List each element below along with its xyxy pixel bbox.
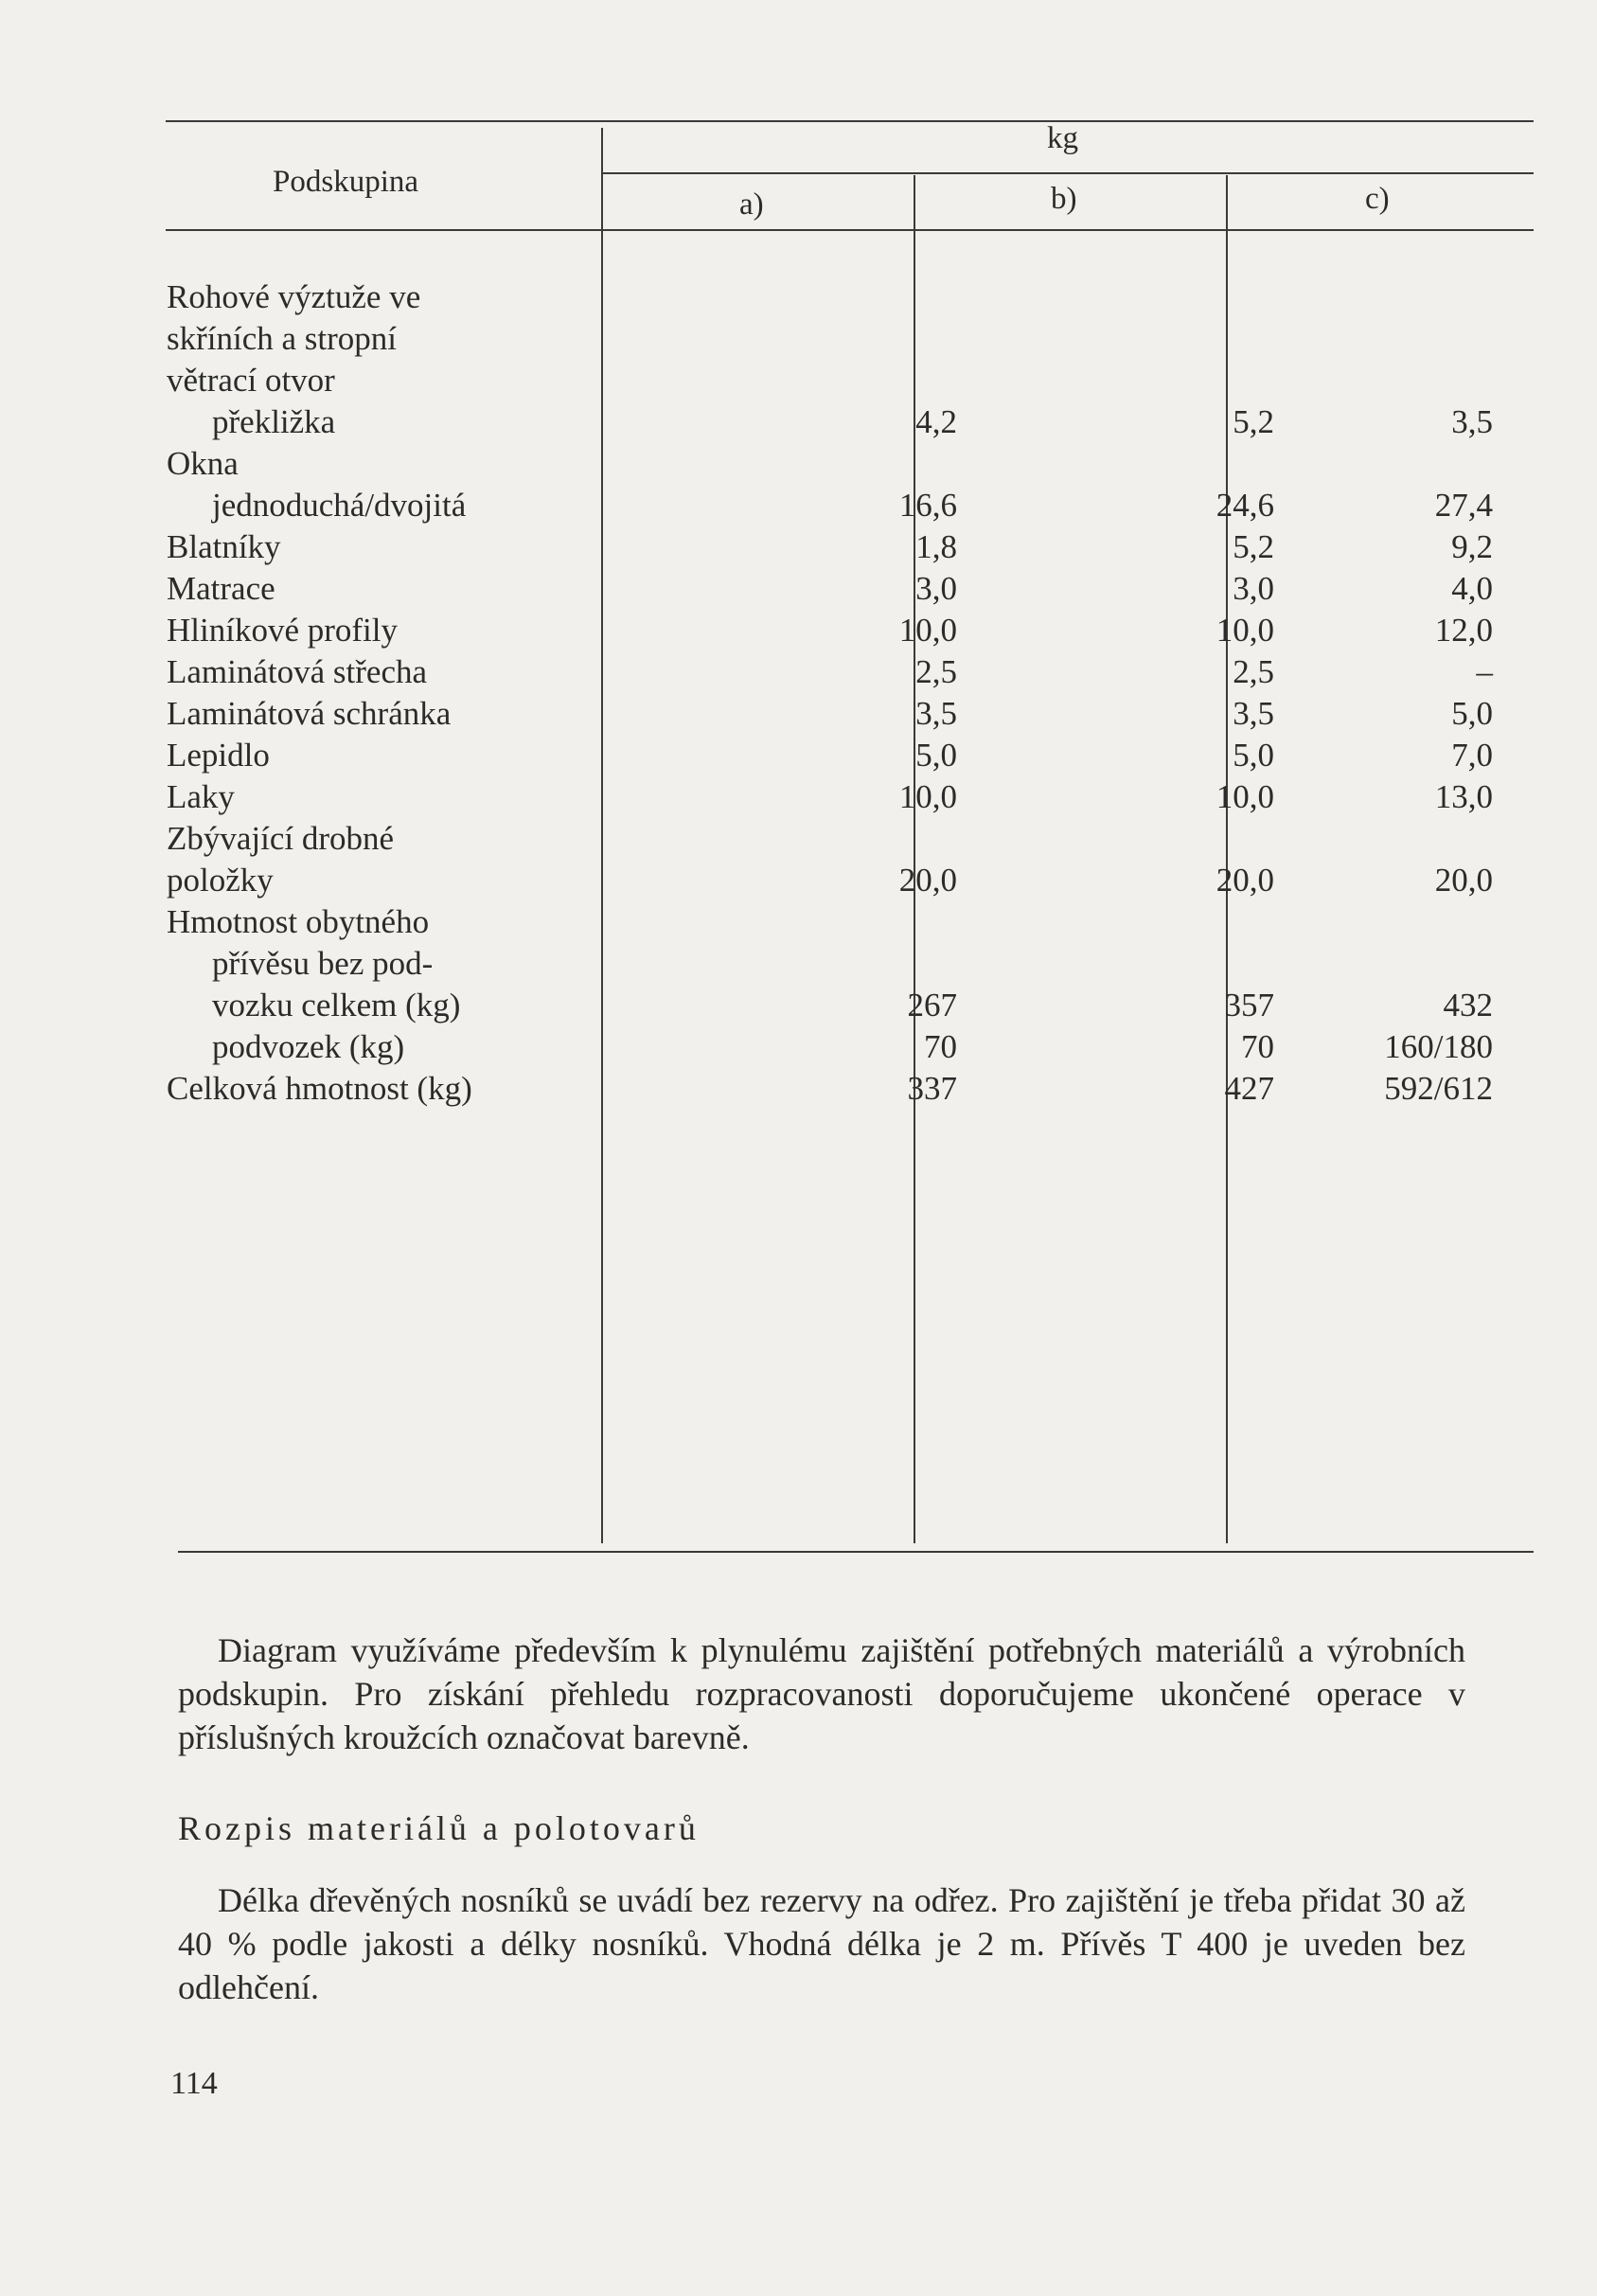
- row-label: [167, 735, 583, 776]
- row-label-line: Hliníkové profily: [167, 612, 398, 649]
- cell-a: 267: [907, 987, 957, 1023]
- table-row: [167, 693, 1492, 735]
- header-unit-kg: kg: [1047, 121, 1078, 155]
- cell-c: 4,0: [1451, 570, 1493, 607]
- cell-c: 5,0: [1451, 695, 1493, 732]
- cell-c: 7,0: [1451, 737, 1493, 774]
- row-label: [167, 818, 583, 901]
- table-row: [167, 526, 1492, 568]
- unit-underline: [601, 172, 1534, 174]
- table-row: [167, 568, 1492, 610]
- table-bottom-rule: [178, 1551, 1534, 1553]
- table-row: [167, 651, 1492, 693]
- header-col-c: c): [1365, 182, 1390, 216]
- row-label-line: Rohové výztuže ve: [167, 278, 421, 315]
- cell-c: 592/612: [1384, 1070, 1493, 1107]
- cell-a: 1,8: [915, 528, 957, 565]
- table-row: [167, 901, 1492, 1026]
- table-row: [167, 818, 1492, 901]
- table-row: [167, 735, 1492, 776]
- cell-c: 160/180: [1384, 1028, 1493, 1065]
- row-label: [167, 610, 583, 651]
- cell-a: 2,5: [915, 653, 957, 690]
- cell-c: 12,0: [1434, 612, 1493, 649]
- cell-c: 9,2: [1451, 528, 1493, 565]
- paragraph-diagram: [178, 1629, 1465, 1759]
- table-row: [167, 443, 1492, 526]
- cell-b: 20,0: [1215, 862, 1274, 899]
- paragraph-beams-text: Délka dřevěných nosníků se uvádí bez rezervy na odřez. Pro zajištění je třeba přidat 30 až 40 % podle jakosti a délky nosníků. Vhodná délka je 2 m. Přívěs T 400 je uveden bez odlehčení.: [178, 1881, 1465, 2006]
- cell-a: 70: [924, 1028, 957, 1065]
- row-label: [167, 568, 583, 610]
- row-label-line: překližka: [212, 403, 336, 440]
- row-label-line: položky: [167, 862, 274, 899]
- row-label-line: Celková hmotnost (kg): [167, 1070, 472, 1107]
- row-label-line: podvozek (kg): [212, 1028, 405, 1065]
- cell-a: 10,0: [898, 778, 957, 815]
- cell-b: 5,0: [1233, 737, 1274, 774]
- cell-a: 3,5: [915, 695, 957, 732]
- cell-b: 357: [1224, 987, 1274, 1023]
- row-label-line: větrací otvor: [167, 362, 335, 399]
- row-label: [167, 651, 583, 693]
- row-label-line: Laky: [167, 778, 235, 815]
- row-label-line: Blatníky: [167, 528, 281, 565]
- cell-b: 2,5: [1233, 653, 1274, 690]
- cell-b: 70: [1241, 1028, 1274, 1065]
- cell-a: 4,2: [915, 403, 957, 440]
- cell-b: 3,0: [1233, 570, 1274, 607]
- row-label: [167, 693, 583, 735]
- row-label-line: Matrace: [167, 570, 275, 607]
- paragraph-diagram-text: Diagram využíváme především k plynulému zajištění potřebných materiálů a výrobních podskupin. Pro získání přehledu rozpracovanosti doporučujeme ukončené operace v příslušných kroužcích označovat barevně.: [178, 1631, 1465, 1756]
- row-label-line: skříních a stropní: [167, 320, 398, 357]
- row-label: [167, 443, 583, 526]
- header-col-a: a): [739, 187, 764, 222]
- row-label-line: přívěsu bez pod-: [212, 945, 434, 982]
- header-col-b: b): [1051, 182, 1077, 216]
- row-label-line: Okna: [167, 445, 239, 482]
- cell-c: 27,4: [1434, 487, 1493, 524]
- row-label-line: Lepidlo: [167, 737, 270, 774]
- row-label-line: Hmotnost obytného: [167, 903, 430, 940]
- cell-a: 16,6: [898, 487, 957, 524]
- paragraph-beams: [178, 1878, 1465, 2009]
- row-label-line: Laminátová schránka: [167, 695, 452, 732]
- cell-c: 20,0: [1434, 862, 1493, 899]
- cell-a: 3,0: [915, 570, 957, 607]
- section-heading: Rozpis materiálů a polotovarů: [178, 1809, 700, 1847]
- cell-b: 5,2: [1233, 528, 1274, 565]
- cell-b: 5,2: [1233, 403, 1274, 440]
- cell-c: –: [1476, 653, 1493, 690]
- cell-b: 10,0: [1215, 778, 1274, 815]
- cell-c: 3,5: [1451, 403, 1493, 440]
- table-top-rule: [166, 120, 1534, 122]
- row-label: [167, 1026, 583, 1068]
- row-label-line: jednoduchá/dvojitá: [212, 487, 467, 524]
- table-row: [167, 610, 1492, 651]
- cell-b: 3,5: [1233, 695, 1274, 732]
- cell-a: 10,0: [898, 612, 957, 649]
- cell-a: 5,0: [915, 737, 957, 774]
- cell-a: 20,0: [898, 862, 957, 899]
- table-row: [167, 276, 1492, 443]
- cell-a: 337: [907, 1070, 957, 1107]
- row-label-line: vozku celkem (kg): [212, 987, 461, 1023]
- header-podskupina: Podskupina: [273, 165, 419, 199]
- cell-b: 24,6: [1215, 487, 1274, 524]
- cell-b: 427: [1224, 1070, 1274, 1107]
- row-label: [167, 776, 583, 818]
- header-bottom-rule: [166, 229, 1534, 231]
- table-row: [167, 1026, 1492, 1068]
- cell-b: 10,0: [1215, 612, 1274, 649]
- row-label-line: Laminátová střecha: [167, 653, 428, 690]
- table-row: [167, 1068, 1492, 1110]
- row-label: [167, 526, 583, 568]
- page-number: 114: [170, 2066, 218, 2101]
- row-label: [167, 1068, 583, 1110]
- row-label-line: Zbývající drobné: [167, 820, 395, 857]
- row-label: [167, 276, 583, 443]
- row-label: [167, 901, 583, 1026]
- cell-c: 13,0: [1434, 778, 1493, 815]
- cell-c: 432: [1443, 987, 1493, 1023]
- table-row: [167, 776, 1492, 818]
